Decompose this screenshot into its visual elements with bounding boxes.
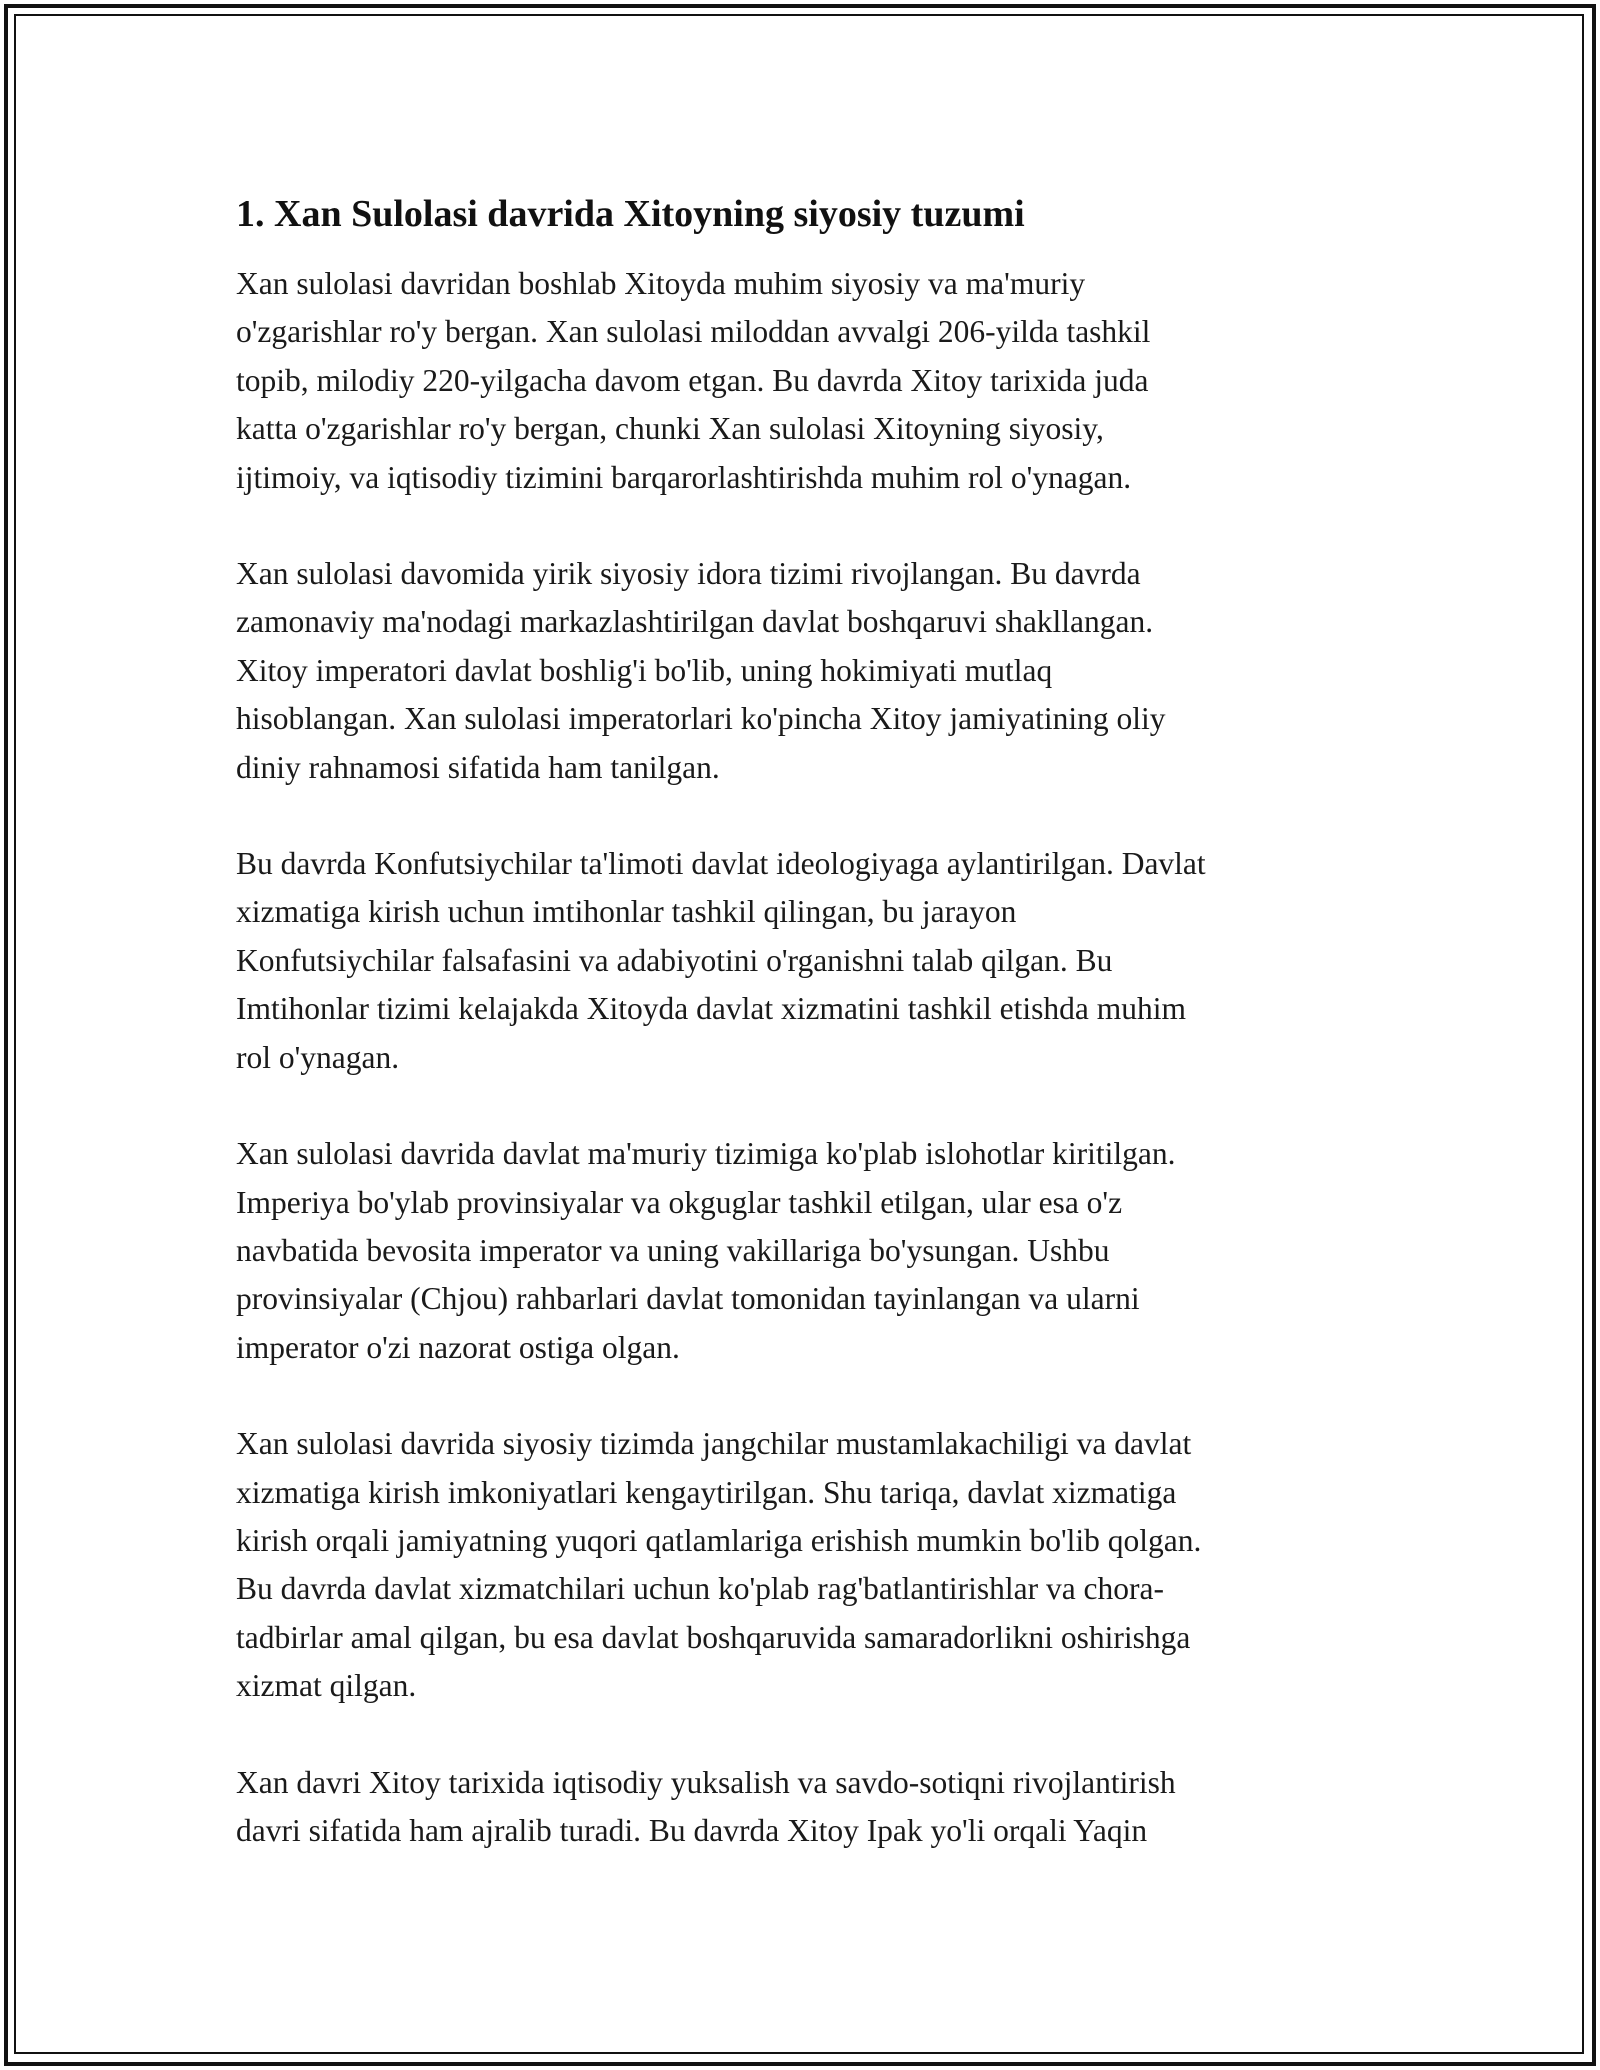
paragraph-3 — [236, 840, 1366, 1082]
text-line: Xan sulolasi davridan boshlab Xitoyda muhim siyosiy va ma'muriy — [236, 266, 1086, 301]
text-line: xizmatiga kirish imkoniyatlari kengaytirilgan. Shu tariqa, davlat xizmatiga — [236, 1474, 1177, 1510]
text-line: Bu davrda Konfutsiychilar ta'limoti davlat ideologiyaga aylantirilgan. Davlat — [236, 846, 1206, 882]
text-line: Bu davrda davlat xizmatchilari uchun ko'plab rag'batlantirishlar va chora- — [236, 1571, 1165, 1607]
text-line: topib, milodiy 220-yilgacha davom etgan. Bu davrda Xitoy tarixida juda — [236, 362, 1149, 398]
paragraph-6 — [236, 1759, 1366, 1856]
text-line: provinsiyalar (Chjou) rahbarlari davlat tomonidan tayinlangan va ularni — [236, 1281, 1140, 1317]
text-line: kirish orqali jamiyatning yuqori qatlamlariga erishish mumkin bo'lib qolgan. — [236, 1522, 1202, 1558]
text-line: o'zgarishlar ro'y bergan. Xan sulolasi miloddan avvalgi 206-yilda tashkil — [236, 314, 1151, 350]
text-line: rol o'ynagan. — [236, 1039, 400, 1075]
text-line: katta o'zgarishlar ro'y bergan, chunki Xan sulolasi Xitoyning siyosiy, — [236, 411, 1104, 447]
document-body — [236, 188, 1366, 1903]
section-heading: 1. Xan Sulolasi davrida Xitoyning siyosiy tuzumi — [236, 193, 1025, 235]
text-line: Xan sulolasi davomida yirik siyosiy idora tizimi rivojlangan. Bu davrda — [236, 556, 1141, 592]
text-line: Xitoy imperatori davlat boshlig'i bo'lib, uning hokimiyati mutlaq — [236, 652, 1053, 688]
paragraph-4 — [236, 1130, 1366, 1372]
paragraph-2 — [236, 550, 1366, 792]
paragraph-1 — [236, 260, 1366, 502]
text-line: Xan sulolasi davrida davlat ma'muriy tizimiga ko'plab islohotlar kiritilgan. — [236, 1136, 1176, 1172]
text-line: Imtihonlar tizimi kelajakda Xitoyda davlat xizmatini tashkil etishda muhim — [236, 991, 1187, 1027]
text-line: xizmat qilgan. — [236, 1668, 417, 1704]
text-line: tadbirlar amal qilgan, bu esa davlat boshqaruvida samaradorlikni oshirishga — [236, 1619, 1191, 1655]
text-line: davri sifatida ham ajralib turadi. Bu davrda Xitoy Ipak yo'li orqali Yaqin — [236, 1812, 1148, 1848]
text-line: navbatida bevosita imperator va uning vakillariga bo'ysungan. Ushbu — [236, 1232, 1110, 1268]
text-line: xizmatiga kirish uchun imtihonlar tashkil qilingan, bu jarayon — [236, 894, 1017, 930]
text-line: Konfutsiychilar falsafasini va adabiyotini o'rganishni talab qilgan. Bu — [236, 942, 1113, 978]
text-line: Xan davri Xitoy tarixida iqtisodiy yuksalish va savdo-sotiqni rivojlantirish — [236, 1764, 1176, 1800]
text-line: diniy rahnamosi sifatida ham tanilgan. — [236, 749, 720, 785]
text-line: Xan sulolasi davrida siyosiy tizimda jangchilar mustamlakachiligi va davlat — [236, 1426, 1192, 1462]
text-line: hisoblangan. Xan sulolasi imperatorlari ko'pincha Xitoy jamiyatining oliy — [236, 701, 1166, 737]
text-line: zamonaviy ma'nodagi markazlashtirilgan davlat boshqaruvi shakllangan. — [236, 604, 1154, 640]
paragraph-5 — [236, 1420, 1366, 1710]
text-line: ijtimoiy, va iqtisodiy tizimini barqarorlashtirishda muhim rol o'ynagan. — [236, 459, 1132, 495]
text-line: Imperiya bo'ylab provinsiyalar va okguglar tashkil etilgan, ular esa o'z — [236, 1184, 1123, 1220]
text-line: imperator o'zi nazorat ostiga olgan. — [236, 1329, 680, 1365]
